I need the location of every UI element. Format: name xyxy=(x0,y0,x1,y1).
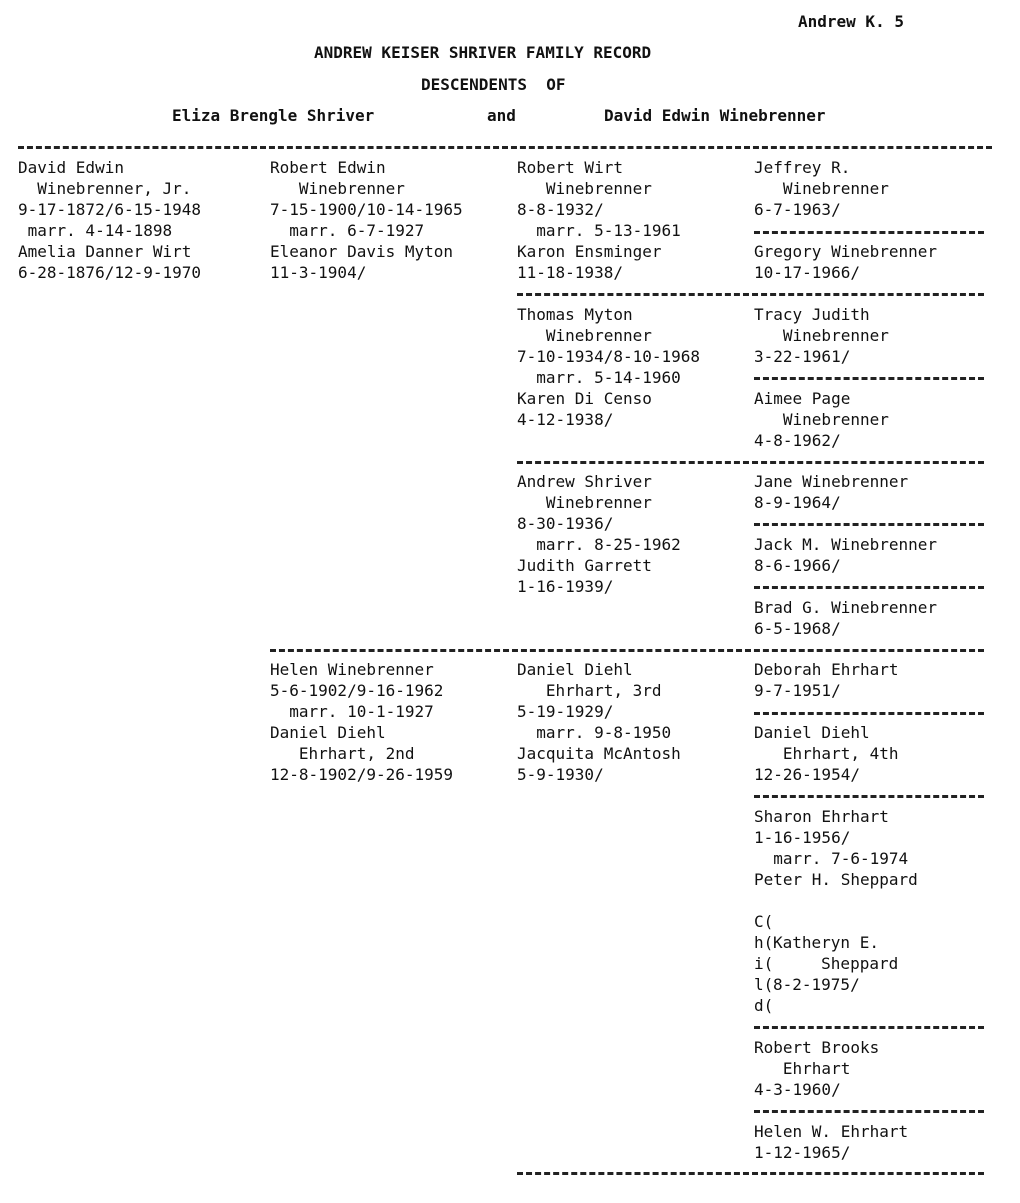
gen3-line: marr. 5-13-1961 xyxy=(517,221,681,240)
gen4-divider xyxy=(754,1110,984,1113)
gen4-divider xyxy=(754,377,984,380)
gen4-line: Jack M. Winebrenner xyxy=(754,535,938,554)
gen2-line: 5-6-1902/9-16-1962 xyxy=(270,681,444,700)
gen4-divider xyxy=(754,231,984,234)
gen4-line: Winebrenner xyxy=(754,410,889,429)
gen5-line: 8-2-1975/ xyxy=(773,975,860,994)
bottom-divider xyxy=(517,1172,984,1175)
gen3-line: 1-16-1939/ xyxy=(517,577,614,596)
gen2-line: Ehrhart, 2nd xyxy=(270,744,415,763)
gen1-line: 6-28-1876/12-9-1970 xyxy=(18,263,202,282)
gen5-line: Sheppard xyxy=(773,954,899,973)
gen1-line: marr. 4-14-1898 xyxy=(18,221,173,240)
gen3-line: Daniel Diehl xyxy=(517,660,633,679)
gen4-divider xyxy=(754,523,984,526)
gen1-line: Winebrenner, Jr. xyxy=(18,179,192,198)
gen3-line: Robert Wirt xyxy=(517,158,623,177)
gen2-line: 7-15-1900/10-14-1965 xyxy=(270,200,463,219)
gen2-line: 12-8-1902/9-26-1959 xyxy=(270,765,454,784)
gen3-line: Winebrenner xyxy=(517,326,652,345)
gen3-line: Karen Di Censo xyxy=(517,389,652,408)
right-parent-name: David Edwin Winebrenner xyxy=(604,106,826,125)
gen4-divider xyxy=(754,586,984,589)
gen4-line: 1-16-1956/ xyxy=(754,828,851,847)
gen3-line: 5-19-1929/ xyxy=(517,702,614,721)
gen4-line: Jane Winebrenner xyxy=(754,472,909,491)
gen3-divider xyxy=(517,293,984,296)
child-bracket-label: C( xyxy=(754,912,774,931)
gen4-line: 1-12-1965/ xyxy=(754,1143,851,1162)
gen4-line: 4-3-1960/ xyxy=(754,1080,841,1099)
gen3-line: 8-8-1932/ xyxy=(517,200,604,219)
gen4-line: 10-17-1966/ xyxy=(754,263,860,282)
gen4-line: Peter H. Sheppard xyxy=(754,870,918,889)
gen4-line: Sharon Ehrhart xyxy=(754,807,889,826)
gen3-line: 8-30-1936/ xyxy=(517,514,614,533)
gen4-divider xyxy=(754,795,984,798)
gen1-line: 9-17-1872/6-15-1948 xyxy=(18,200,202,219)
gen3-line: Andrew Shriver xyxy=(517,472,652,491)
gen4-line: Aimee Page xyxy=(754,389,851,408)
gen1-line: David Edwin xyxy=(18,158,124,177)
gen2-line: Helen Winebrenner xyxy=(270,660,434,679)
page-subtitle: DESCENDENTS OF xyxy=(421,75,566,94)
gen4-line: 6-5-1968/ xyxy=(754,619,841,638)
gen4-line: 12-26-1954/ xyxy=(754,765,860,784)
gen4-divider xyxy=(754,1026,984,1029)
gen4-line: 8-6-1966/ xyxy=(754,556,841,575)
gen3-line: marr. 8-25-1962 xyxy=(517,535,681,554)
child-bracket-label: i( xyxy=(754,954,774,973)
gen1-line: Amelia Danner Wirt xyxy=(18,242,192,261)
gen3-divider xyxy=(517,461,984,464)
gen4-divider xyxy=(754,712,984,715)
gen2-line: 11-3-1904/ xyxy=(270,263,367,282)
left-parent-name: Eliza Brengle Shriver xyxy=(172,106,375,125)
gen4-line: 6-7-1963/ xyxy=(754,200,841,219)
gen4-line: Tracy Judith xyxy=(754,305,870,324)
gen4-line: Ehrhart xyxy=(754,1059,851,1078)
gen3-line: marr. 9-8-1950 xyxy=(517,723,672,742)
gen3-line: Winebrenner xyxy=(517,493,652,512)
gen2-line: marr. 6-7-1927 xyxy=(270,221,425,240)
gen4-line: 4-8-1962/ xyxy=(754,431,841,450)
gen3-line: Jacquita McAntosh xyxy=(517,744,681,763)
gen5-line: Katheryn E. xyxy=(773,933,879,952)
gen4-line: Gregory Winebrenner xyxy=(754,242,938,261)
and-connector: and xyxy=(487,106,516,125)
top-divider xyxy=(18,146,992,149)
gen3-line: Ehrhart, 3rd xyxy=(517,681,662,700)
gen4-line: Helen W. Ehrhart xyxy=(754,1122,909,1141)
gen4-line: 9-7-1951/ xyxy=(754,681,841,700)
gen4-line: Robert Brooks xyxy=(754,1038,880,1057)
gen3-line: Judith Garrett xyxy=(517,556,652,575)
gen4-line: Deborah Ehrhart xyxy=(754,660,899,679)
gen4-line: Winebrenner xyxy=(754,326,889,345)
gen2-line: Robert Edwin xyxy=(270,158,386,177)
child-bracket-label: h( xyxy=(754,933,774,952)
page-title: ANDREW KEISER SHRIVER FAMILY RECORD xyxy=(314,43,652,62)
gen3-line: 4-12-1938/ xyxy=(517,410,614,429)
gen4-line: Jeffrey R. xyxy=(754,158,851,177)
gen4-line: 8-9-1964/ xyxy=(754,493,841,512)
gen4-line: marr. 7-6-1974 xyxy=(754,849,909,868)
gen2-line: Winebrenner xyxy=(270,179,405,198)
gen4-line: 3-22-1961/ xyxy=(754,347,851,366)
gen3-line: Winebrenner xyxy=(517,179,652,198)
gen2-divider xyxy=(270,649,984,652)
gen3-line: 5-9-1930/ xyxy=(517,765,604,784)
gen3-line: 7-10-1934/8-10-1968 xyxy=(517,347,701,366)
gen4-line: Winebrenner xyxy=(754,179,889,198)
page-reference: Andrew K. 5 xyxy=(798,12,904,31)
gen4-line: Ehrhart, 4th xyxy=(754,744,899,763)
gen4-line: Daniel Diehl xyxy=(754,723,870,742)
gen3-line: marr. 5-14-1960 xyxy=(517,368,681,387)
gen2-line: Daniel Diehl xyxy=(270,723,386,742)
gen3-line: Thomas Myton xyxy=(517,305,633,324)
gen2-line: marr. 10-1-1927 xyxy=(270,702,434,721)
gen4-line: Brad G. Winebrenner xyxy=(754,598,938,617)
gen2-line: Eleanor Davis Myton xyxy=(270,242,454,261)
gen3-line: 11-18-1938/ xyxy=(517,263,623,282)
child-bracket-label: l( xyxy=(754,975,774,994)
gen3-line: Karon Ensminger xyxy=(517,242,662,261)
child-bracket-label: d( xyxy=(754,996,774,1015)
